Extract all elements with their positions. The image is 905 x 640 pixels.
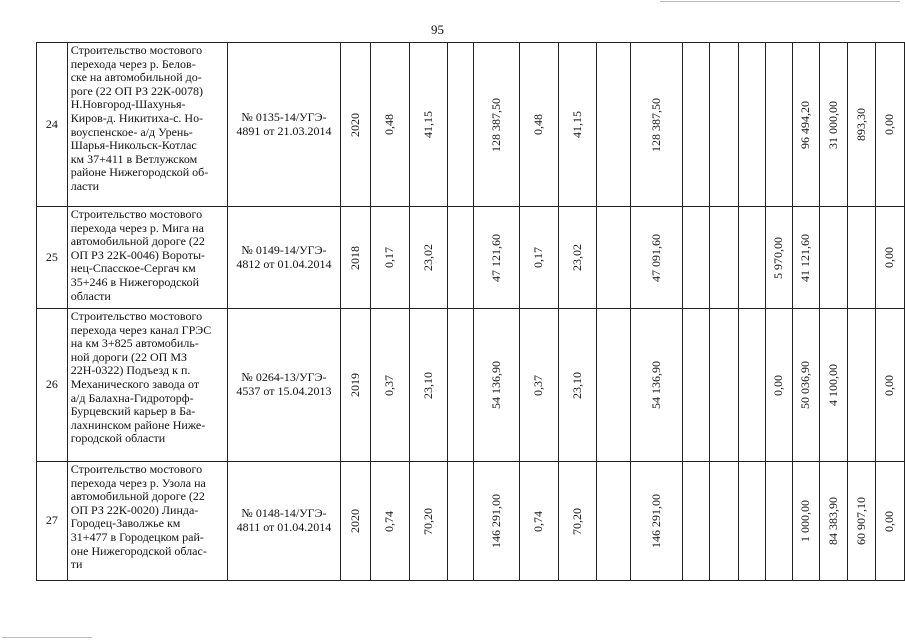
value-cell [765, 43, 792, 207]
value-text: 146 291,00 [648, 494, 663, 548]
object-name-line: км 37+411 в Ветлужском [70, 151, 198, 166]
value-cell [819, 207, 847, 309]
object-name-cell [67, 309, 228, 462]
value-cell [631, 207, 683, 309]
object-name-line: области [70, 288, 111, 303]
value-cell [448, 309, 474, 462]
expertise-conclusion-cell [228, 309, 340, 462]
value-cell [847, 43, 875, 207]
object-name-line: 22Н-0322) Подъезд к п. [70, 363, 191, 378]
table-row [37, 207, 905, 309]
value-cell [597, 462, 631, 581]
value-cell [765, 207, 792, 309]
value-cell [409, 462, 447, 581]
value-cell [847, 309, 875, 462]
value-cell [875, 462, 904, 581]
row-number: 24 [37, 43, 68, 207]
value-text: 47 121,60 [488, 233, 503, 282]
value-cell [597, 207, 631, 309]
value-cell [474, 309, 520, 462]
value-text: 31 000,00 [825, 100, 840, 149]
row-number: 26 [37, 309, 68, 462]
value-text: 0,00 [882, 374, 897, 396]
object-name-line: ске на автомобильной до- [70, 70, 202, 85]
object-name-cell [67, 43, 228, 207]
object-name-line: Бурцевский карьер в Ба- [70, 404, 196, 419]
value-text: 1 000,00 [797, 500, 812, 542]
object-name-line: ной дороги (22 ОП МЗ [70, 349, 188, 364]
scan-artifact [660, 1, 900, 2]
value-cell [559, 309, 597, 462]
value-cell [875, 43, 904, 207]
object-name-line: 31+477 в Городецком рай- [70, 529, 204, 544]
expertise-conclusion-line: 4812 от 01.04.2014 [236, 256, 332, 271]
value-text: 5 970,00 [770, 236, 785, 279]
expertise-conclusion-cell [228, 43, 340, 207]
value-cell [792, 207, 819, 309]
expertise-conclusion-line: 4891 от 21.03.2014 [236, 123, 332, 138]
value-text: 2020 [347, 112, 362, 137]
expertise-conclusion-line: № 0149-14/УГЭ- [241, 242, 327, 257]
value-cell [448, 462, 474, 581]
value-text: 50 036,90 [797, 361, 812, 409]
value-cell [683, 43, 710, 207]
value-cell [738, 43, 765, 207]
object-name-cell [67, 207, 228, 309]
object-name-line: перехода через р. Белов- [70, 56, 196, 71]
value-cell [631, 43, 683, 207]
value-cell [559, 462, 597, 581]
value-cell [409, 207, 447, 309]
value-cell [792, 43, 819, 207]
value-text: 0,00 [770, 374, 785, 396]
value-cell [371, 462, 409, 581]
value-text: 0,00 [882, 247, 897, 268]
value-text: 84 383,90 [825, 497, 840, 545]
value-cell [519, 462, 558, 581]
value-text: 2018 [347, 245, 362, 270]
value-text: 23,10 [570, 371, 584, 399]
object-name-line: ласти [70, 178, 100, 193]
value-cell [710, 43, 738, 207]
value-text: 2020 [347, 509, 362, 533]
value-cell [448, 43, 474, 207]
object-name-line: лахнинском районе Ниже- [70, 417, 206, 432]
value-text: 0,48 [382, 114, 397, 135]
value-cell [519, 43, 558, 207]
object-name-line: ОП РЗ 22К-0020) Линда- [70, 502, 199, 517]
value-cell [765, 462, 792, 581]
value-text: 128 387,50 [488, 97, 503, 152]
value-cell [371, 43, 409, 207]
object-name-cell [67, 462, 228, 581]
value-cell [792, 462, 819, 581]
value-text: 41,15 [570, 111, 584, 138]
value-cell [738, 462, 765, 581]
value-text: 0,17 [382, 247, 397, 268]
value-cell [847, 462, 875, 581]
value-cell [340, 207, 371, 309]
value-text: 47 091,60 [648, 233, 663, 282]
value-text: 128 387,50 [648, 97, 663, 152]
value-cell [409, 43, 447, 207]
value-cell [474, 43, 520, 207]
value-cell [519, 309, 558, 462]
value-cell [710, 207, 738, 309]
object-name-line: воуспенское- а/д Урень- [70, 124, 193, 139]
value-cell [738, 309, 765, 462]
value-text: 0,74 [382, 510, 397, 532]
object-name-line: перехода через р. Мига на [70, 220, 204, 235]
object-name-line: городской области [70, 431, 166, 446]
value-text: 41 121,60 [797, 233, 812, 282]
value-text: 0,48 [531, 114, 546, 135]
object-name-line: перехода через р. Узола на [70, 475, 206, 490]
value-text: 0,74 [531, 510, 546, 532]
object-name-line: на км 3+825 автомобиль- [70, 336, 199, 351]
value-text: 0,37 [382, 374, 397, 396]
value-cell [792, 309, 819, 462]
value-cell [371, 309, 409, 462]
value-text: 54 136,90 [648, 361, 663, 409]
value-cell [683, 309, 710, 462]
object-name-line: нец-Спасское-Сергач км [70, 261, 196, 276]
value-cell [765, 309, 792, 462]
expertise-conclusion-cell [228, 462, 340, 581]
expertise-conclusion-line: № 0135-14/УГЭ- [241, 109, 327, 124]
object-name-line: оне Нижегородской облас- [70, 543, 207, 558]
value-cell [738, 207, 765, 309]
value-text: 70,20 [570, 507, 584, 535]
value-cell [819, 43, 847, 207]
table-row [37, 309, 905, 462]
object-name-line: районе Нижегородской об- [70, 165, 209, 180]
value-cell [819, 309, 847, 462]
value-cell [340, 309, 371, 462]
object-name-line: Механического завода от [70, 376, 200, 391]
value-cell [597, 309, 631, 462]
object-name-line: ти [70, 557, 83, 572]
value-text: 893,30 [853, 108, 868, 141]
table-row [37, 43, 905, 207]
value-cell [371, 207, 409, 309]
value-cell [474, 207, 520, 309]
value-text: 23,10 [420, 371, 435, 399]
object-name-line: роге (22 ОП РЗ 22К-0078) [70, 83, 203, 98]
value-text: 2019 [347, 373, 362, 397]
value-text: 41,15 [420, 111, 435, 138]
value-cell [474, 462, 520, 581]
object-name-line: 35+246 в Нижегородской [70, 274, 200, 289]
value-text: 96 494,20 [797, 100, 812, 149]
value-text: 54 136,90 [488, 361, 503, 409]
value-cell [710, 462, 738, 581]
expertise-conclusion-cell [228, 207, 340, 309]
value-text: 23,02 [570, 244, 584, 271]
object-name-line: Городец-Заволжье км [70, 516, 181, 531]
page-number: 95 [431, 22, 444, 37]
expertise-conclusion-line: 4811 от 01.04.2014 [236, 520, 332, 534]
value-cell [340, 462, 371, 581]
value-cell [448, 207, 474, 309]
value-cell [559, 207, 597, 309]
value-cell [631, 309, 683, 462]
value-cell [340, 43, 371, 207]
value-cell [683, 462, 710, 581]
object-name-line: Строительство мостового [70, 207, 203, 221]
object-name-line: Н.Новгород-Шахунья- [70, 97, 186, 112]
object-name-line: автомобильной дороге (22 [70, 489, 205, 504]
value-text: 0,17 [531, 247, 546, 268]
value-text: 146 291,00 [488, 494, 503, 548]
value-cell [847, 207, 875, 309]
value-cell [875, 309, 904, 462]
object-name-line: Строительство мостового [70, 43, 203, 57]
scan-artifact [2, 637, 92, 638]
object-name-line: Строительство мостового [70, 309, 203, 323]
value-text: 23,02 [420, 244, 435, 271]
row-number: 25 [37, 207, 68, 309]
value-text: 70,20 [420, 507, 435, 535]
value-cell [819, 462, 847, 581]
value-cell [597, 43, 631, 207]
table-row [37, 462, 905, 581]
object-name-line: а/д Балахна-Гидроторф- [70, 390, 194, 405]
value-cell [683, 207, 710, 309]
expertise-conclusion-line: 4537 от 15.04.2013 [236, 384, 332, 398]
value-text: 0,37 [531, 374, 546, 396]
value-cell [631, 462, 683, 581]
object-name-line: автомобильной дороге (22 [70, 234, 205, 249]
value-text: 4 100,00 [825, 364, 840, 406]
value-cell [409, 309, 447, 462]
row-number: 27 [37, 462, 68, 581]
expertise-conclusion-line: № 0148-14/УГЭ- [241, 506, 327, 521]
object-name-line: перехода через канал ГРЭС [70, 322, 212, 337]
object-name-line: Шарья-Никольск-Котлас [70, 138, 197, 153]
object-name-line: Строительство мостового [70, 462, 203, 476]
construction-objects-table [36, 42, 905, 581]
expertise-conclusion-line: № 0264-13/УГЭ- [241, 370, 327, 385]
value-cell [710, 309, 738, 462]
value-text: 0,00 [882, 114, 897, 135]
value-text: 60 907,10 [853, 497, 868, 545]
value-text: 0,00 [882, 510, 897, 532]
value-cell [559, 43, 597, 207]
value-cell [875, 207, 904, 309]
object-name-line: ОП РЗ 22К-0046) Вороты- [70, 247, 206, 262]
object-name-line: Киров-д. Никитиха-с. Но- [70, 110, 204, 125]
value-cell [519, 207, 558, 309]
